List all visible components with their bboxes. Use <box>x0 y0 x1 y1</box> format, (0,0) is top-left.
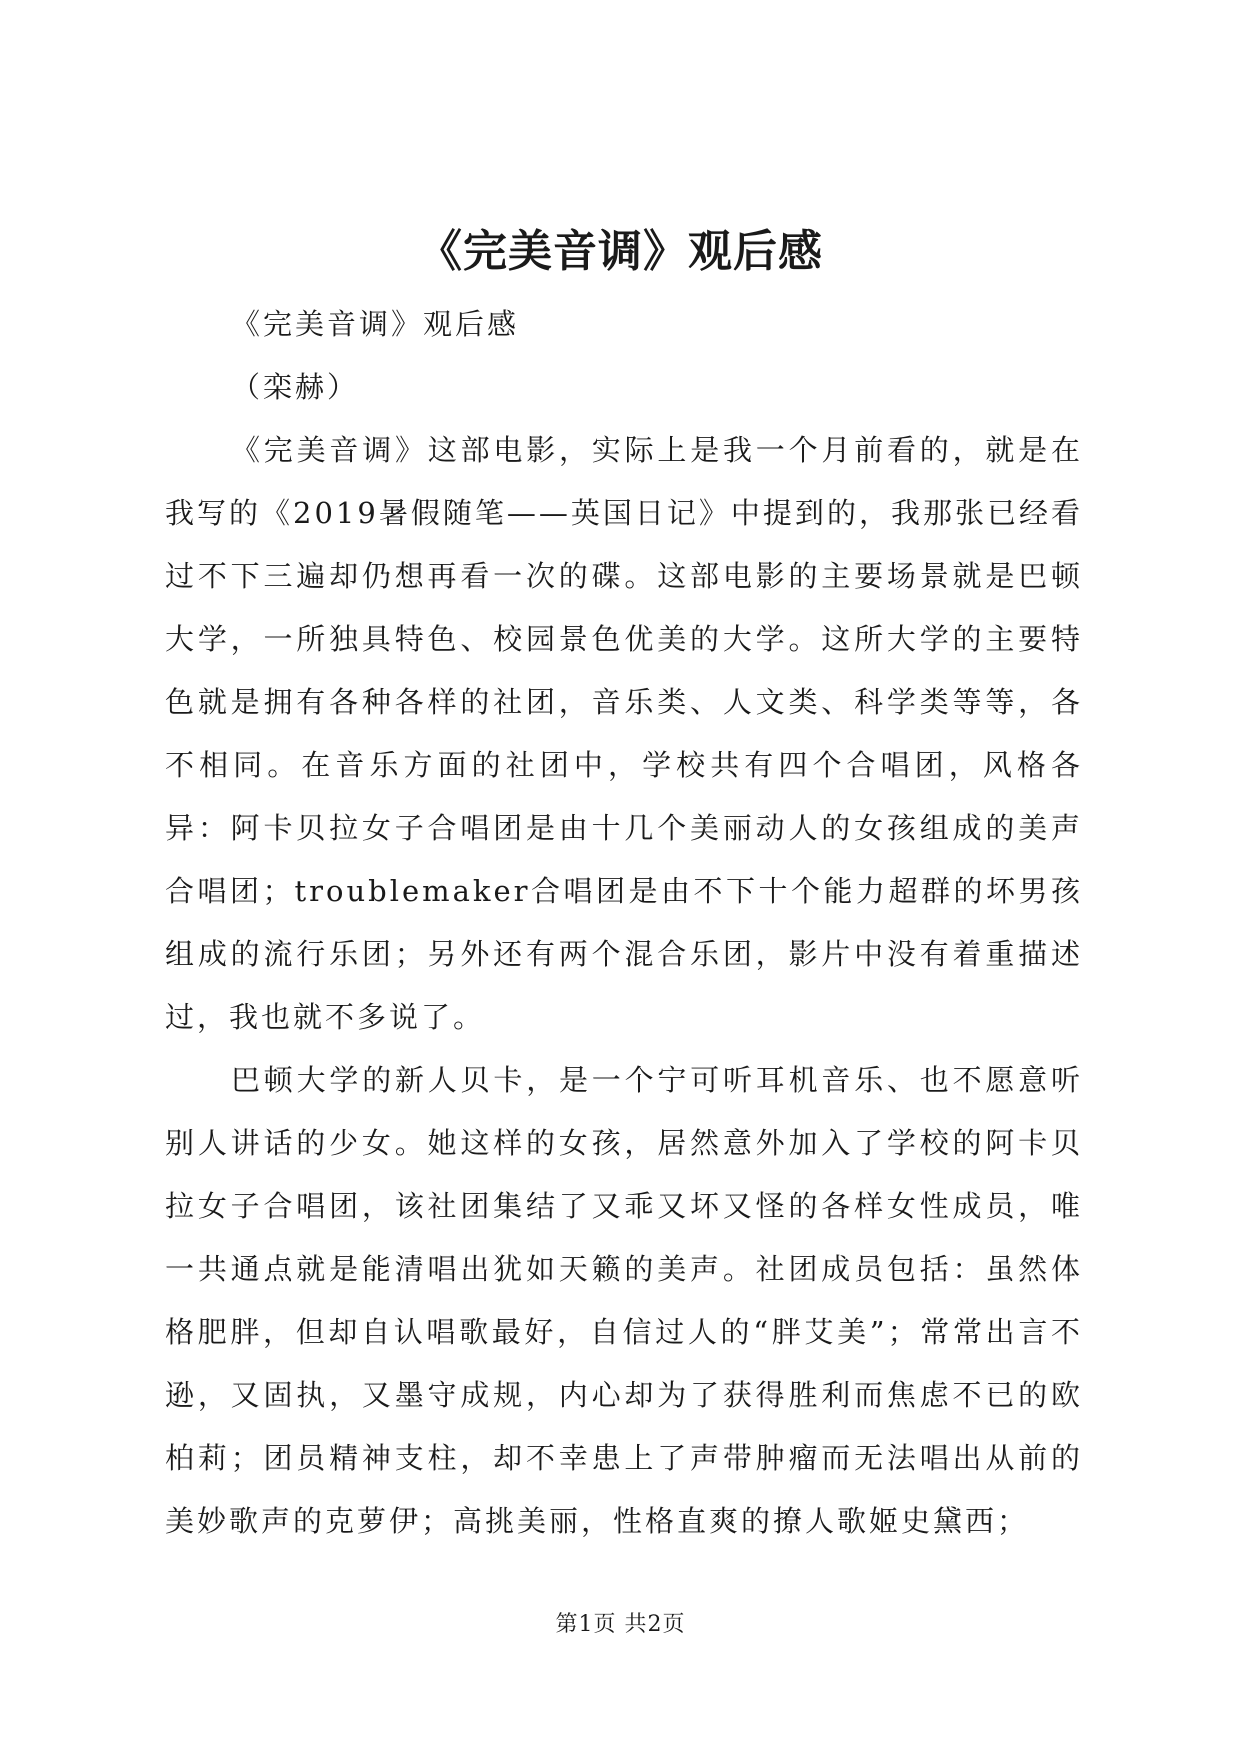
author-paragraph: （栾赫） <box>231 370 360 404</box>
subtitle-paragraph: 《完美音调》观后感 <box>231 307 520 341</box>
body-paragraph: 巴顿大学的新人贝卡，是一个宁可听耳机音乐、也不愿意听别人讲话的少女。她这样的女孩，居然意外加入了学校的阿卡贝拉女子合唱团，该社团集结了又乖又坏又怪的各样女性成员，唯一共通点就是能清唱出犹如天籁的美声。社团成员包括：虽然体格肥胖，但却自认唱歌最好，自信过人的“胖艾美”；常常出言不逊，又固执，又墨守成规，内心却为了获得胜利而焦虑不已的欧柏莉；团员精神支柱，却不幸患上了声带肿瘤而无法唱出从前的美妙歌声的克萝伊；高挑美丽，性格直爽的撩人歌姬史黛西； <box>165 1063 1083 1538</box>
body-paragraph: 《完美音调》这部电影，实际上是我一个月前看的，就是在我写的《2019暑假随笔——英国日记》中提到的，我那张已经看过不下三遍却仍想再看一次的碟。这部电影的主要场景就是巴顿大学，一所独具特色、校园景色优美的大学。这所大学的主要特色就是拥有各种各样的社团，音乐类、人文类、科学类等等，各不相同。在音乐方面的社团中，学校共有四个合唱团，风格各异：阿卡贝拉女子合唱团是由十几个美丽动人的女孩组成的美声合唱团；troublemaker合唱团是由不下十个能力超群的坏男孩组成的流行乐团；另外还有两个混合乐团，影片中没有着重描述过，我也就不多说了。 <box>165 433 1083 1034</box>
page-footer: 第1页 共2页 <box>555 1612 686 1637</box>
document-title: 《完美音调》观后感 <box>418 226 823 277</box>
document-body <box>165 293 1083 1553</box>
